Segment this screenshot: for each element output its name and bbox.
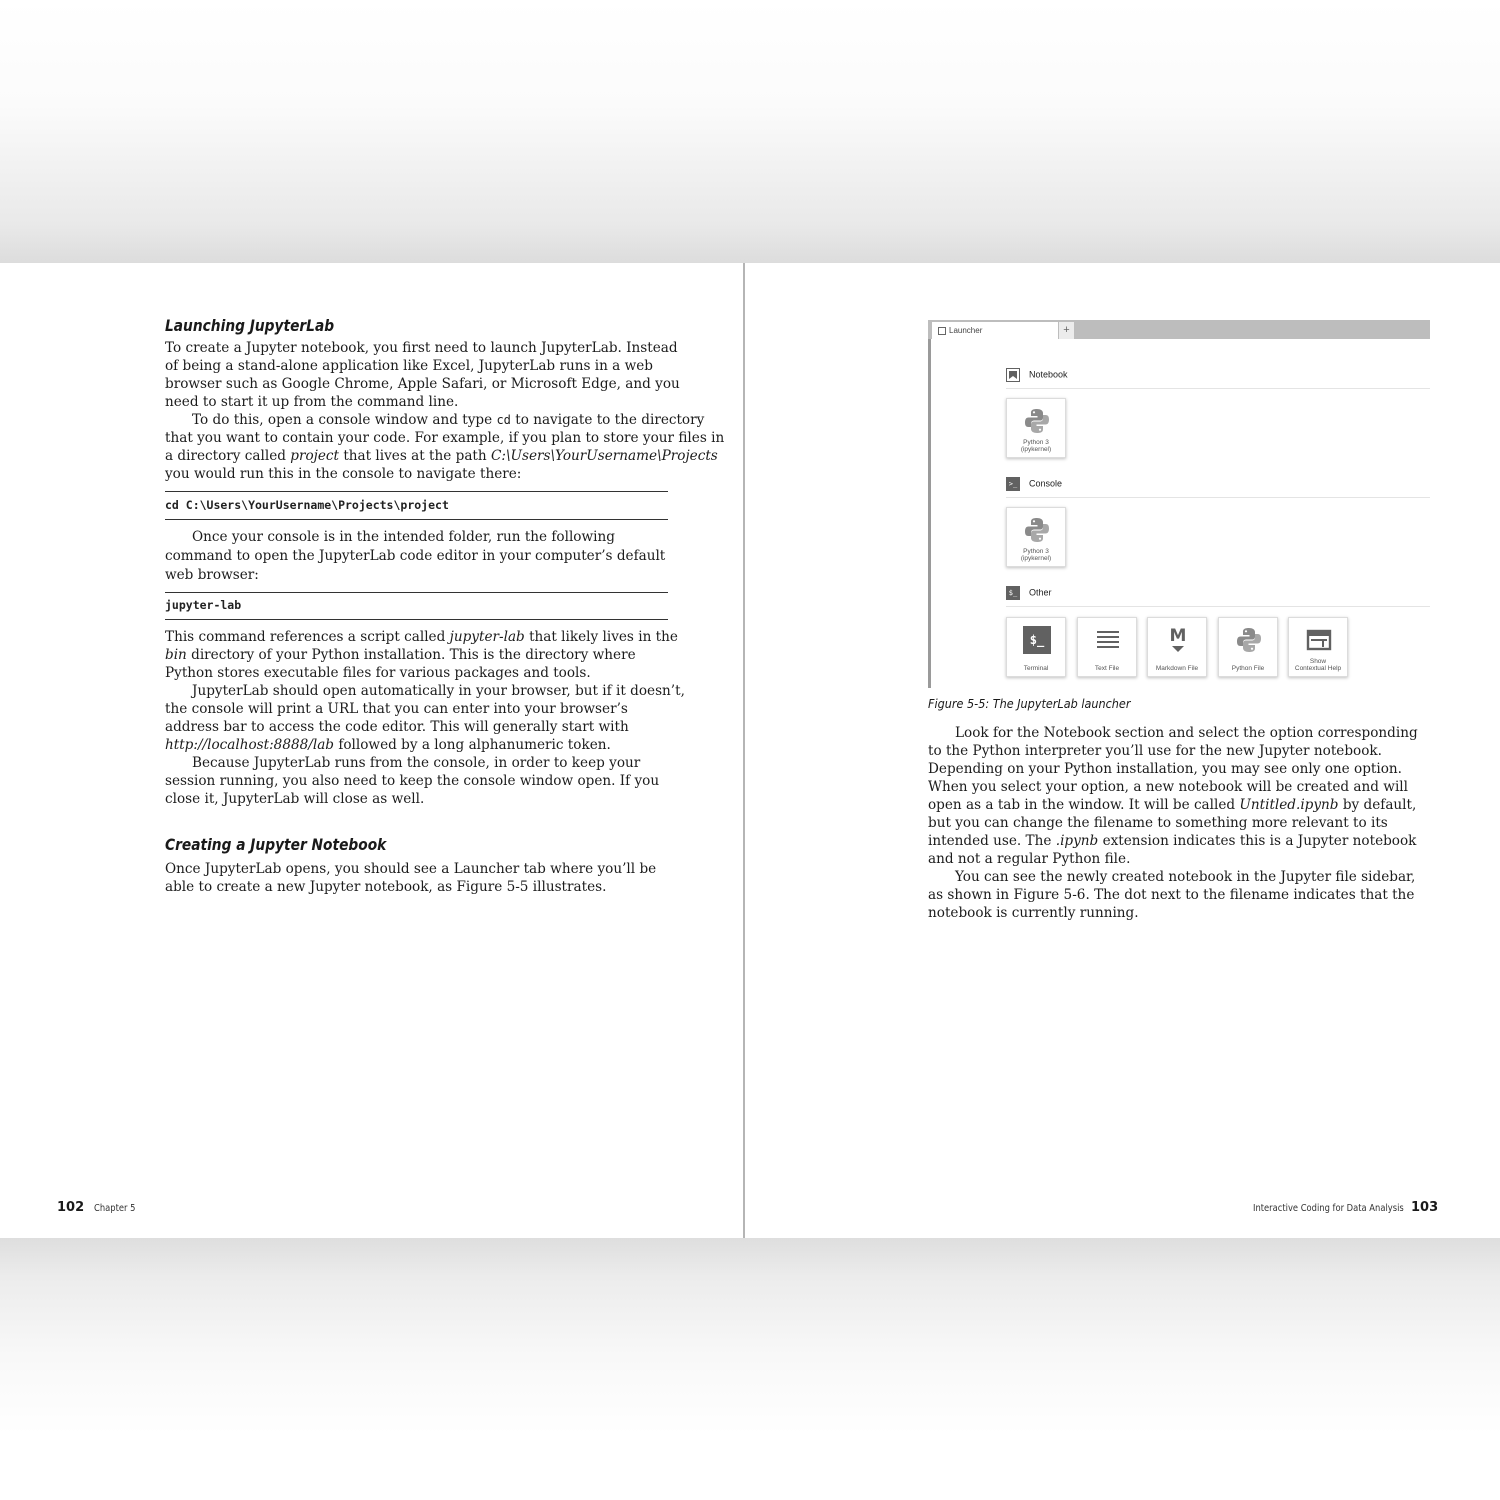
- card-label: Python 3 (ipykernel): [1020, 548, 1052, 562]
- italic-ipynb-extension: .ipynb: [1055, 833, 1099, 849]
- new-tab-plus-button[interactable]: +: [1059, 322, 1074, 339]
- page-number-right: 103: [1411, 1200, 1439, 1215]
- text-span: To do this, open a console window and type: [192, 412, 497, 428]
- paragraph-launcher-tab: Once JupyterLab opens, you should see a Launcher tab where you’ll be able to create a new Jupyter notebook, as Figure 5-5 illustrates.: [165, 861, 657, 895]
- text-span: extension indicates this is a Jupyter notebook and not a regular Python file.: [928, 833, 1417, 867]
- running-head-right: Interactive Coding for Data Analysis: [1253, 1203, 1404, 1214]
- text-span: that likely lives in the: [524, 629, 678, 645]
- console-prompt-icon: >_: [1006, 477, 1020, 491]
- card-markdown-file[interactable]: [1147, 617, 1207, 677]
- card-notebook-python3[interactable]: [1006, 398, 1066, 458]
- card-label: Python 3 (ipykernel): [1020, 439, 1052, 453]
- heading-creating-notebook: Creating a Jupyter Notebook: [165, 835, 387, 854]
- card-text-file[interactable]: [1077, 617, 1137, 677]
- sidebar-edge: [928, 339, 931, 688]
- italic-path: C:\Users\YourUsername\Projects: [490, 448, 718, 464]
- card-terminal[interactable]: [1006, 617, 1066, 677]
- card-label: Text File: [1094, 665, 1120, 672]
- python-logo-icon: [1235, 626, 1263, 654]
- card-contextual-help[interactable]: [1288, 617, 1348, 677]
- paragraph-run-command: Once your console is in the intended folder, run the following command to open the JupyterLab code editor in your computer’s default web browser:: [165, 529, 666, 583]
- code-block-cd-command: cd C:\Users\YourUsername\Projects\project: [165, 491, 668, 520]
- card-label: Terminal: [1023, 665, 1049, 672]
- section-console-label: Console: [1029, 478, 1063, 489]
- tab-launcher-label: Launcher: [949, 326, 983, 335]
- section-divider: [1006, 606, 1430, 607]
- jupyterlab-launcher-screenshot: [928, 320, 1430, 688]
- python-logo-icon: [1023, 407, 1051, 435]
- card-label: Show Contextual Help: [1294, 658, 1342, 672]
- italic-localhost-url: http://localhost:8888/lab: [165, 737, 335, 753]
- launcher-tab-icon: [938, 327, 946, 335]
- markdown-arrow-icon: [1172, 646, 1184, 652]
- tab-launcher[interactable]: [932, 322, 1058, 339]
- text-span: by default, but you can change the filename to something more relevant to its intended use. The: [928, 797, 1417, 849]
- section-other: [1006, 586, 1052, 600]
- section-notebook-label: Notebook: [1029, 369, 1068, 380]
- code-block-jupyter-lab: jupyter-lab: [165, 592, 668, 620]
- right-page-column: [928, 724, 1430, 922]
- book-spine: [743, 263, 745, 1238]
- inline-code-cd: cd: [496, 413, 511, 427]
- text-span: Look for the Notebook section and select the option corresponding to the Python interpreter you’ll use for the new Jupyter notebook. Depending on your Python installation, you may see only one option. When you select your option, a new notebook will be created and will open as a tab in the window. It will be called: [928, 725, 1418, 813]
- figure-caption: Figure 5-5: The JupyterLab launcher: [928, 696, 1131, 711]
- italic-jupyter-lab: jupyter-lab: [449, 629, 525, 645]
- paragraph-keep-console-open: Because JupyterLab runs from the console, in order to keep your session running, you also need to keep the console window open. If you close it, JupyterLab will close as well.: [165, 755, 660, 807]
- background-bottom: [0, 1238, 1500, 1500]
- terminal-icon: $_: [1023, 626, 1051, 654]
- page-number-left: 102: [57, 1200, 85, 1215]
- text-span: followed by a long alphanumeric token.: [334, 737, 611, 753]
- running-head-left: Chapter 5: [94, 1203, 136, 1214]
- card-console-python3[interactable]: [1006, 507, 1066, 567]
- paragraph-launch-intro: To create a Jupyter notebook, you first need to launch JupyterLab. Instead of being a stand-alone application like Excel, JupyterLab runs in a web browser such as Google Chrome, Apple Safari, or Microsoft Edge, and you need to start it up from the command line.: [165, 340, 680, 410]
- contextual-help-icon: [1305, 626, 1333, 654]
- section-console: [1006, 477, 1062, 491]
- paragraph-open-automatically: [165, 682, 685, 754]
- section-notebook: [1006, 368, 1068, 382]
- paragraph-script-reference: [165, 628, 685, 682]
- card-label: Python File: [1231, 665, 1265, 672]
- terminal-small-icon: $_: [1006, 586, 1020, 600]
- python-logo-icon: [1023, 516, 1051, 544]
- paragraph-select-notebook: [928, 724, 1430, 868]
- text-span: directory of your Python installation. This is the directory where Python stores executable files for various packages and tools.: [165, 647, 636, 681]
- text-span: that lives at the path: [339, 448, 491, 464]
- markdown-m-glyph: M: [1169, 626, 1187, 646]
- text-span: This command references a script called: [165, 629, 450, 645]
- paragraph-file-sidebar: You can see the newly created notebook in the Jupyter file sidebar, as shown in Figure 5-6. The dot next to the filename indicates that the notebook is currently running.: [928, 869, 1416, 921]
- text-span: JupyterLab should open automatically in your browser, but if it doesn’t, the console will print a URL that you can enter into your browser’s address bar to access the code editor. This will generally start with: [165, 683, 685, 735]
- text-span: you would run this in the console to navigate there:: [165, 466, 522, 482]
- italic-untitled-ipynb: Untitled.ipynb: [1239, 797, 1339, 813]
- bookmark-icon: [1006, 368, 1020, 382]
- markdown-icon: [1164, 626, 1192, 654]
- card-label: Markdown File: [1155, 665, 1199, 672]
- text-lines-icon: [1094, 626, 1122, 654]
- paragraph-navigate-directory: [165, 411, 725, 483]
- section-divider: [1006, 388, 1430, 389]
- section-other-label: Other: [1029, 587, 1052, 598]
- section-divider: [1006, 497, 1430, 498]
- text-span: to navigate to the directory that you want to contain your code. For example, if you plan to store your files in a directory called: [165, 412, 725, 464]
- left-page-column: [165, 315, 725, 896]
- italic-project: project: [290, 448, 339, 464]
- background-top: [0, 0, 1500, 264]
- heading-launching-jupyterlab: Launching JupyterLab: [165, 316, 335, 335]
- card-python-file[interactable]: [1218, 617, 1278, 677]
- italic-bin: bin: [165, 647, 187, 663]
